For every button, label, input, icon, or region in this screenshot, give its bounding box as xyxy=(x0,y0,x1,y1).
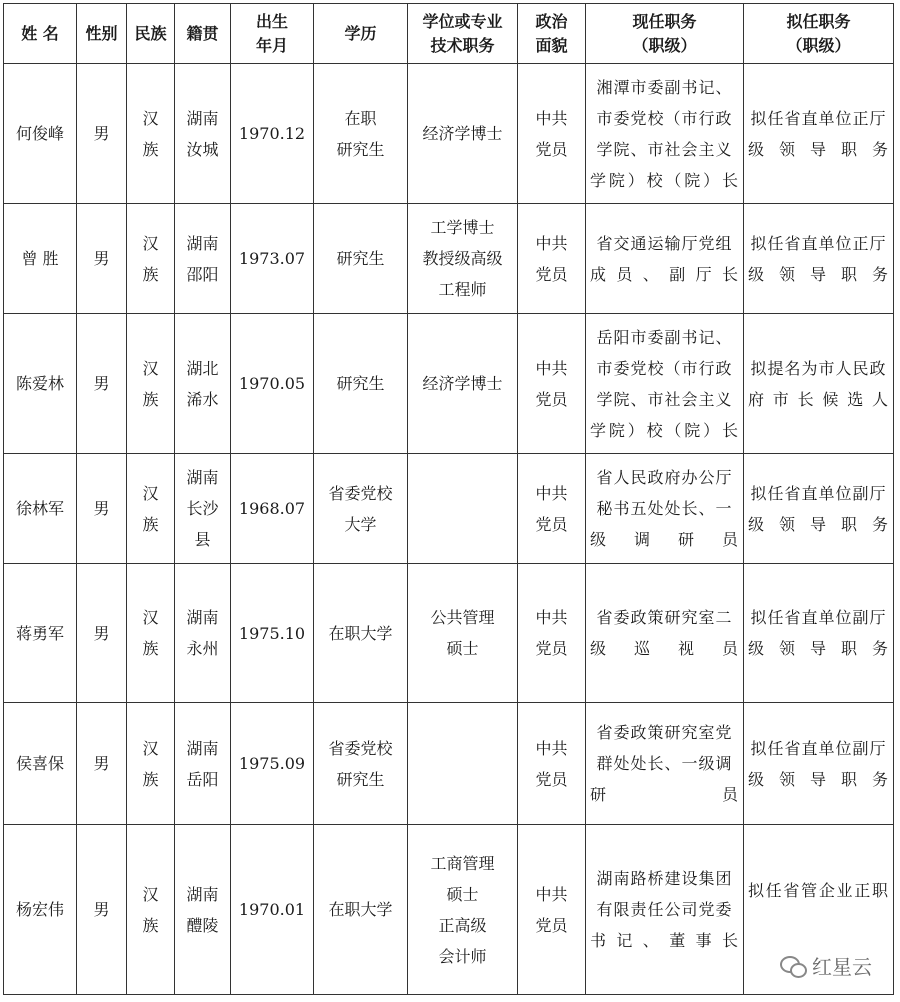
col-header-proposed-post: 拟任职务 （职级） xyxy=(744,4,894,64)
cell-birth: 1970.05 xyxy=(231,314,314,454)
cell-birth: 1970.01 xyxy=(231,825,314,995)
cell-native-place: 湖北 浠水 xyxy=(175,314,231,454)
table-row xyxy=(4,64,894,204)
cell-name: 何俊峰 xyxy=(4,64,77,204)
cell-education: 在职大学 xyxy=(314,825,408,995)
cell-ethnicity: 汉 族 xyxy=(127,454,175,564)
table-row xyxy=(4,825,894,995)
col-header-party: 政治 面貌 xyxy=(518,4,586,64)
cell-gender: 男 xyxy=(77,64,127,204)
cell-birth: 1973.07 xyxy=(231,204,314,314)
cell-ethnicity: 汉 族 xyxy=(127,314,175,454)
cell-native-place: 湖南 醴陵 xyxy=(175,825,231,995)
cell-ethnicity: 汉 族 xyxy=(127,825,175,995)
cell-ethnicity: 汉 族 xyxy=(127,564,175,703)
table-row xyxy=(4,564,894,703)
col-header-gender: 性别 xyxy=(77,4,127,64)
cell-gender: 男 xyxy=(77,564,127,703)
cell-current-post: 省交通运输厅党组成员、副厅长 xyxy=(586,204,744,314)
cell-native-place: 湖南 长沙县 xyxy=(175,454,231,564)
cell-current-post: 省委政策研究室二级巡视员 xyxy=(586,564,744,703)
cell-name: 曾 胜 xyxy=(4,204,77,314)
cell-name: 杨宏伟 xyxy=(4,825,77,995)
col-header-native-place: 籍贯 xyxy=(175,4,231,64)
cell-ethnicity: 汉 族 xyxy=(127,703,175,825)
cell-birth: 1975.09 xyxy=(231,703,314,825)
cell-education: 研究生 xyxy=(314,204,408,314)
table-row xyxy=(4,454,894,564)
watermark-text: 红星云 xyxy=(812,955,872,979)
cell-proposed-post: 拟任省管企业正职 xyxy=(744,825,894,995)
cell-proposed-post: 拟任省直单位正厅级领导职务 xyxy=(744,64,894,204)
cell-native-place: 湖南 汝城 xyxy=(175,64,231,204)
cell-name: 侯喜保 xyxy=(4,703,77,825)
table-row xyxy=(4,204,894,314)
cell-ethnicity: 汉 族 xyxy=(127,204,175,314)
col-header-birth: 出生 年月 xyxy=(231,4,314,64)
cell-current-post: 湖南路桥建设集团有限责任公司党委书记、董事长 xyxy=(586,825,744,995)
cell-degree: 工学博士 教授级高级 工程师 xyxy=(408,204,518,314)
cell-name: 陈爱林 xyxy=(4,314,77,454)
cell-degree: 经济学博士 xyxy=(408,64,518,204)
cell-name: 徐林军 xyxy=(4,454,77,564)
wechat-icon xyxy=(780,955,806,977)
col-header-ethnicity: 民族 xyxy=(127,4,175,64)
cell-gender: 男 xyxy=(77,314,127,454)
cell-party: 中共 党员 xyxy=(518,204,586,314)
cell-gender: 男 xyxy=(77,703,127,825)
cell-birth: 1970.12 xyxy=(231,64,314,204)
cell-native-place: 湖南 永州 xyxy=(175,564,231,703)
table-row xyxy=(4,703,894,825)
col-header-education: 学历 xyxy=(314,4,408,64)
cell-party: 中共 党员 xyxy=(518,64,586,204)
col-header-current-post: 现任职务 （职级） xyxy=(586,4,744,64)
cell-gender: 男 xyxy=(77,204,127,314)
cell-degree: 公共管理 硕士 xyxy=(408,564,518,703)
col-header-name: 姓 名 xyxy=(4,4,77,64)
cell-party: 中共 党员 xyxy=(518,314,586,454)
cell-degree: 经济学博士 xyxy=(408,314,518,454)
cell-proposed-post: 拟任省直单位副厅级领导职务 xyxy=(744,564,894,703)
cell-education: 省委党校 大学 xyxy=(314,454,408,564)
cell-native-place: 湖南 岳阳 xyxy=(175,703,231,825)
table-row xyxy=(4,314,894,454)
cell-ethnicity: 汉 族 xyxy=(127,64,175,204)
cell-proposed-post: 拟任省直单位副厅级领导职务 xyxy=(744,703,894,825)
cell-gender: 男 xyxy=(77,454,127,564)
cell-current-post: 岳阳市委副书记、市委党校（市行政学院、市社会主义学院）校（院）长 xyxy=(586,314,744,454)
cell-proposed-post: 拟任省直单位正厅级领导职务 xyxy=(744,204,894,314)
cell-party: 中共 党员 xyxy=(518,703,586,825)
cell-education: 省委党校 研究生 xyxy=(314,703,408,825)
cell-current-post: 省人民政府办公厅秘书五处处长、一级调研员 xyxy=(586,454,744,564)
cell-native-place: 湖南 邵阳 xyxy=(175,204,231,314)
cell-party: 中共 党员 xyxy=(518,825,586,995)
header-row xyxy=(4,4,894,64)
cell-gender: 男 xyxy=(77,825,127,995)
cell-current-post: 省委政策研究室党群处处长、一级调研员 xyxy=(586,703,744,825)
cell-birth: 1968.07 xyxy=(231,454,314,564)
cell-degree xyxy=(408,703,518,825)
cell-name: 蒋勇军 xyxy=(4,564,77,703)
cell-proposed-post: 拟提名为市人民政府市长候选人 xyxy=(744,314,894,454)
cell-party: 中共 党员 xyxy=(518,564,586,703)
cadre-roster-table xyxy=(3,3,894,995)
cell-current-post: 湘潭市委副书记、市委党校（市行政学院、市社会主义学院）校（院）长 xyxy=(586,64,744,204)
cell-degree xyxy=(408,454,518,564)
cell-birth: 1975.10 xyxy=(231,564,314,703)
watermark xyxy=(780,951,872,980)
cell-degree: 工商管理 硕士 正高级 会计师 xyxy=(408,825,518,995)
cell-proposed-post: 拟任省直单位副厅级领导职务 xyxy=(744,454,894,564)
cell-education: 在职 研究生 xyxy=(314,64,408,204)
col-header-degree: 学位或专业 技术职务 xyxy=(408,4,518,64)
cell-education: 研究生 xyxy=(314,314,408,454)
cell-party: 中共 党员 xyxy=(518,454,586,564)
cell-education: 在职大学 xyxy=(314,564,408,703)
